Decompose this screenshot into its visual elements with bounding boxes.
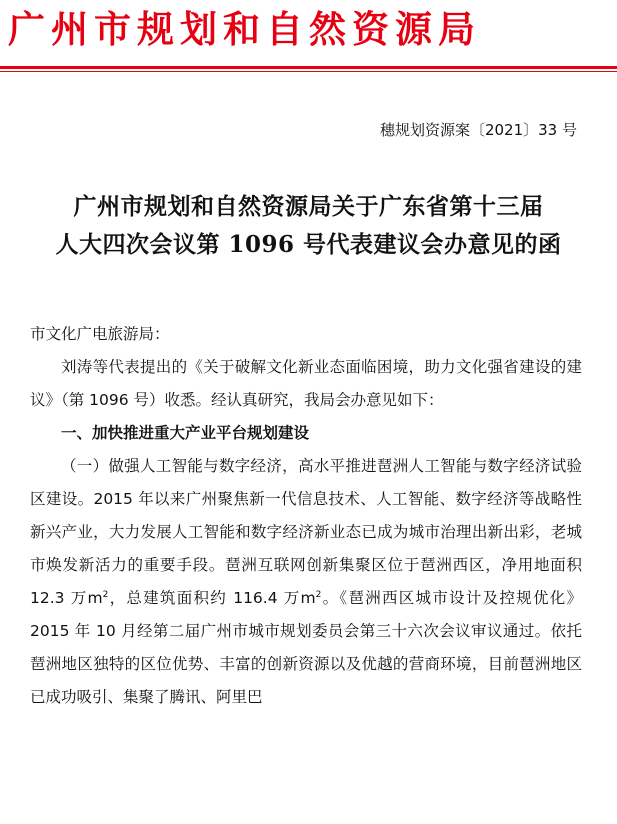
superscript-2: 2 — [315, 589, 322, 600]
title-line-1: 广州市规划和自然资源局关于广东省第十三届 — [73, 193, 544, 220]
masthead: 广州市规划和自然资源局 — [8, 7, 481, 51]
paragraph-text-part-3: 。《琶洲西区城市设计及控规优化》2015 年 10 月经第二届广州市城市规划委员会第三十六次会议审议通过。依托琶洲地区独特的区位优势、丰富的创新资源以及优越的营商环境，目前琶洲地区已成功吸引、集聚了腾讯、阿里巴 — [30, 589, 582, 706]
paragraph-text-part-2: ，总建筑面积约 116.4 万m — [108, 589, 316, 607]
salutation: 市文化广电旅游局： — [30, 325, 170, 343]
section-heading: 一、加快推进重大产业平台规划建设 — [61, 424, 310, 442]
document-number: 穗规划资源案〔2021〕33 号 — [379, 121, 577, 139]
paragraph-text-part-1: （一）做强人工智能与数字经济，高水平推进琶洲人工智能与数字经济试验区建设。2015 年以来广州聚焦新一代信息技术、人工智能、数字经济等战略性新兴产业，大力发展人工智能和数字经济新业态已成为城市治理出新出彩，老城市焕发新活力的重要手段。琶洲互联网创新集聚区位于琶洲西区，净用地面积 12.3 万m — [30, 457, 582, 607]
document-body — [30, 318, 582, 714]
title-line-2: 人大四次会议第 1096 号代表建议会办意见的函 — [55, 231, 562, 258]
document-title — [0, 188, 617, 264]
section-paragraph — [30, 450, 582, 714]
masthead-rule-thin — [0, 71, 617, 72]
superscript-2: 2 — [102, 589, 109, 600]
intro-paragraph: 刘涛等代表提出的《关于破解文化新业态面临困境，助力文化强省建设的建议》（第 1096 号）收悉。经认真研究，我局会办意见如下： — [30, 358, 582, 409]
masthead-rule-thick — [0, 66, 617, 69]
